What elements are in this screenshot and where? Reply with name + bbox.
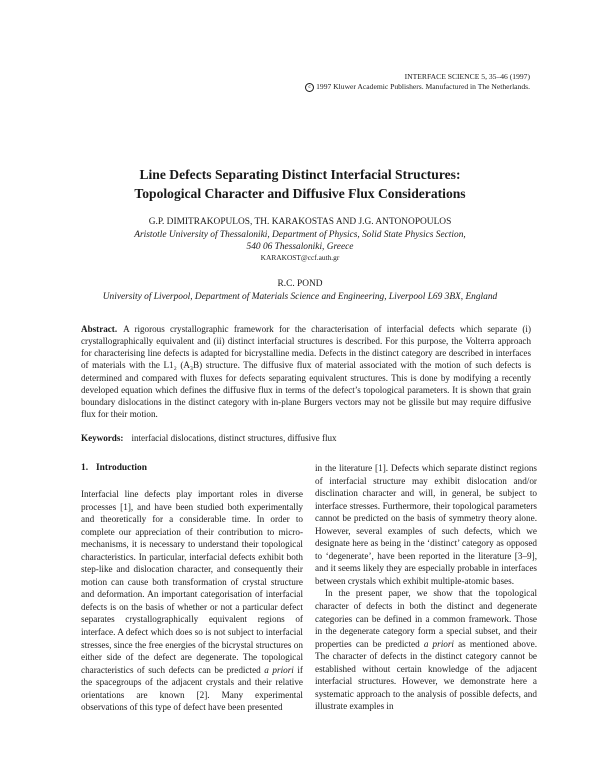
paragraph: in the literature [1]. Defects which separate distinct regions of interfacial structure may exhibit dislocation and/or disclination character and will, in general, be subject to interface stresses. Furthermore, their topological parameters cannot be predicted on the basis of symmetry theory alone. However, several examples of such defects, which we designate here as being in the ‘distinct’ category as opposed to ‘degenerate’, have been reported in the literature [3–9], and it seems likely they are especially probable in interfaces between crystals which exhibit multiple-atomic bases. (315, 463, 537, 586)
keywords-label: Keywords: (81, 433, 124, 443)
journal-citation: INTERFACE SCIENCE 5, 35–46 (1997) (404, 72, 530, 81)
paragraph-text: Interfacial line defects play important roles in diverse processes [1], and have been studied both experimentally and theoretically for a considerable time. In order to complete our appreciation of their contribution to micro-mechanisms, it is necessary to understand their topological characteristics. In particular, interfacial defects exhibit both step-like and dislocation character, and consequently their motion can cause both transformation of crystal structure and deformation. An important categorisation of interfacial defects is on the basis of whether or not a particular defect separates crystallographically equivalent regions of interface. A defect which does so is not subject to interfacial stresses, since the free energies of the bicrystal structures on either side of the defect are degenerate. The topological characteristics of such defects can be predicted (81, 489, 303, 675)
affiliation-line-2: 540 06 Thessaloniki, Greece (246, 242, 354, 252)
copyright-line (305, 82, 530, 92)
copyright-text: 1997 Kluwer Academic Publishers. Manufactured in The Netherlands. (316, 82, 530, 91)
abstract-label: Abstract. (81, 324, 118, 334)
paper-title (0, 165, 600, 203)
second-affiliation: University of Liverpool, Department of Materials Science and Engineering, Liverpool L69 3BX, England (102, 292, 498, 302)
body-column-left (81, 488, 303, 714)
second-author: R.C. POND (277, 279, 323, 289)
abstract (81, 323, 531, 420)
keywords-text: interfacial dislocations, distinct structures, diffusive flux (131, 433, 337, 443)
section-number: 1. (81, 463, 89, 473)
paragraph-text: as mentioned above. The character of defects in the distinct category cannot be established without certain knowledge of the adjacent interfacial structures. However, we demonstrate here a systematic approach to the analysis of possible defects, and illustrate examples in (315, 638, 537, 712)
italic-text: a priori (423, 638, 454, 649)
paragraph-text: In the present paper, we show that the topological character of defects in both the distinct and degenerate categories can be defined in a common framework. Those in the degenerate category form a special subset, and their properties can be predicted (315, 588, 537, 649)
affiliation-line-1: Aristotle University of Thessaloniki, Department of Physics, Solid State Physics Section, (134, 230, 466, 240)
author-names: G.P. DIMITRAKOPULOS, TH. KARAKOSTAS AND J.G. ANTONOPOULOS (148, 217, 452, 227)
body-column-right (315, 462, 537, 713)
journal-header (305, 72, 530, 92)
title-line-1: Line Defects Separating Distinct Interfacial Structures: (139, 167, 461, 182)
author-email: KARAKOST@ccf.auth.gr (260, 253, 340, 262)
paragraph-text: if the spacegroups of the adjacent crystals and their relative orientations are known [2]. Many experimental observations of this type of defect have been presented (81, 664, 303, 713)
abstract-text: A rigorous crystallographic framework for the characterisation of interfacial defects which separate (i) crystallographically equivalent and (ii) distinct interfacial structures is described. For this purpose, the Volterra approach for characterising line defects is adapted for bicrystalline media. Defects in the distinct category are described in interfaces of materials with the L1₂ (A₃B) structure. The diffusive flux of material associated with the motion of such defects is determined and compared with fluxes for defects separating equivalent structures. This is done by modifying a recently developed equation which defines the diffusive flux in terms of the defect’s topological parameters. It is shown that grain boundary dislocations in the distinct category with in-plane Burgers vectors may not be glissile but may require diffusive flux for their motion. (81, 324, 531, 420)
title-line-2: Topological Character and Diffusive Flux Considerations (134, 186, 466, 201)
copyright-icon: c (305, 83, 314, 92)
keywords (81, 432, 531, 444)
section-heading (81, 462, 147, 474)
paragraph (81, 488, 303, 714)
paragraph (315, 587, 537, 712)
italic-text: a priori (264, 664, 294, 675)
section-title: Introduction (96, 463, 147, 473)
